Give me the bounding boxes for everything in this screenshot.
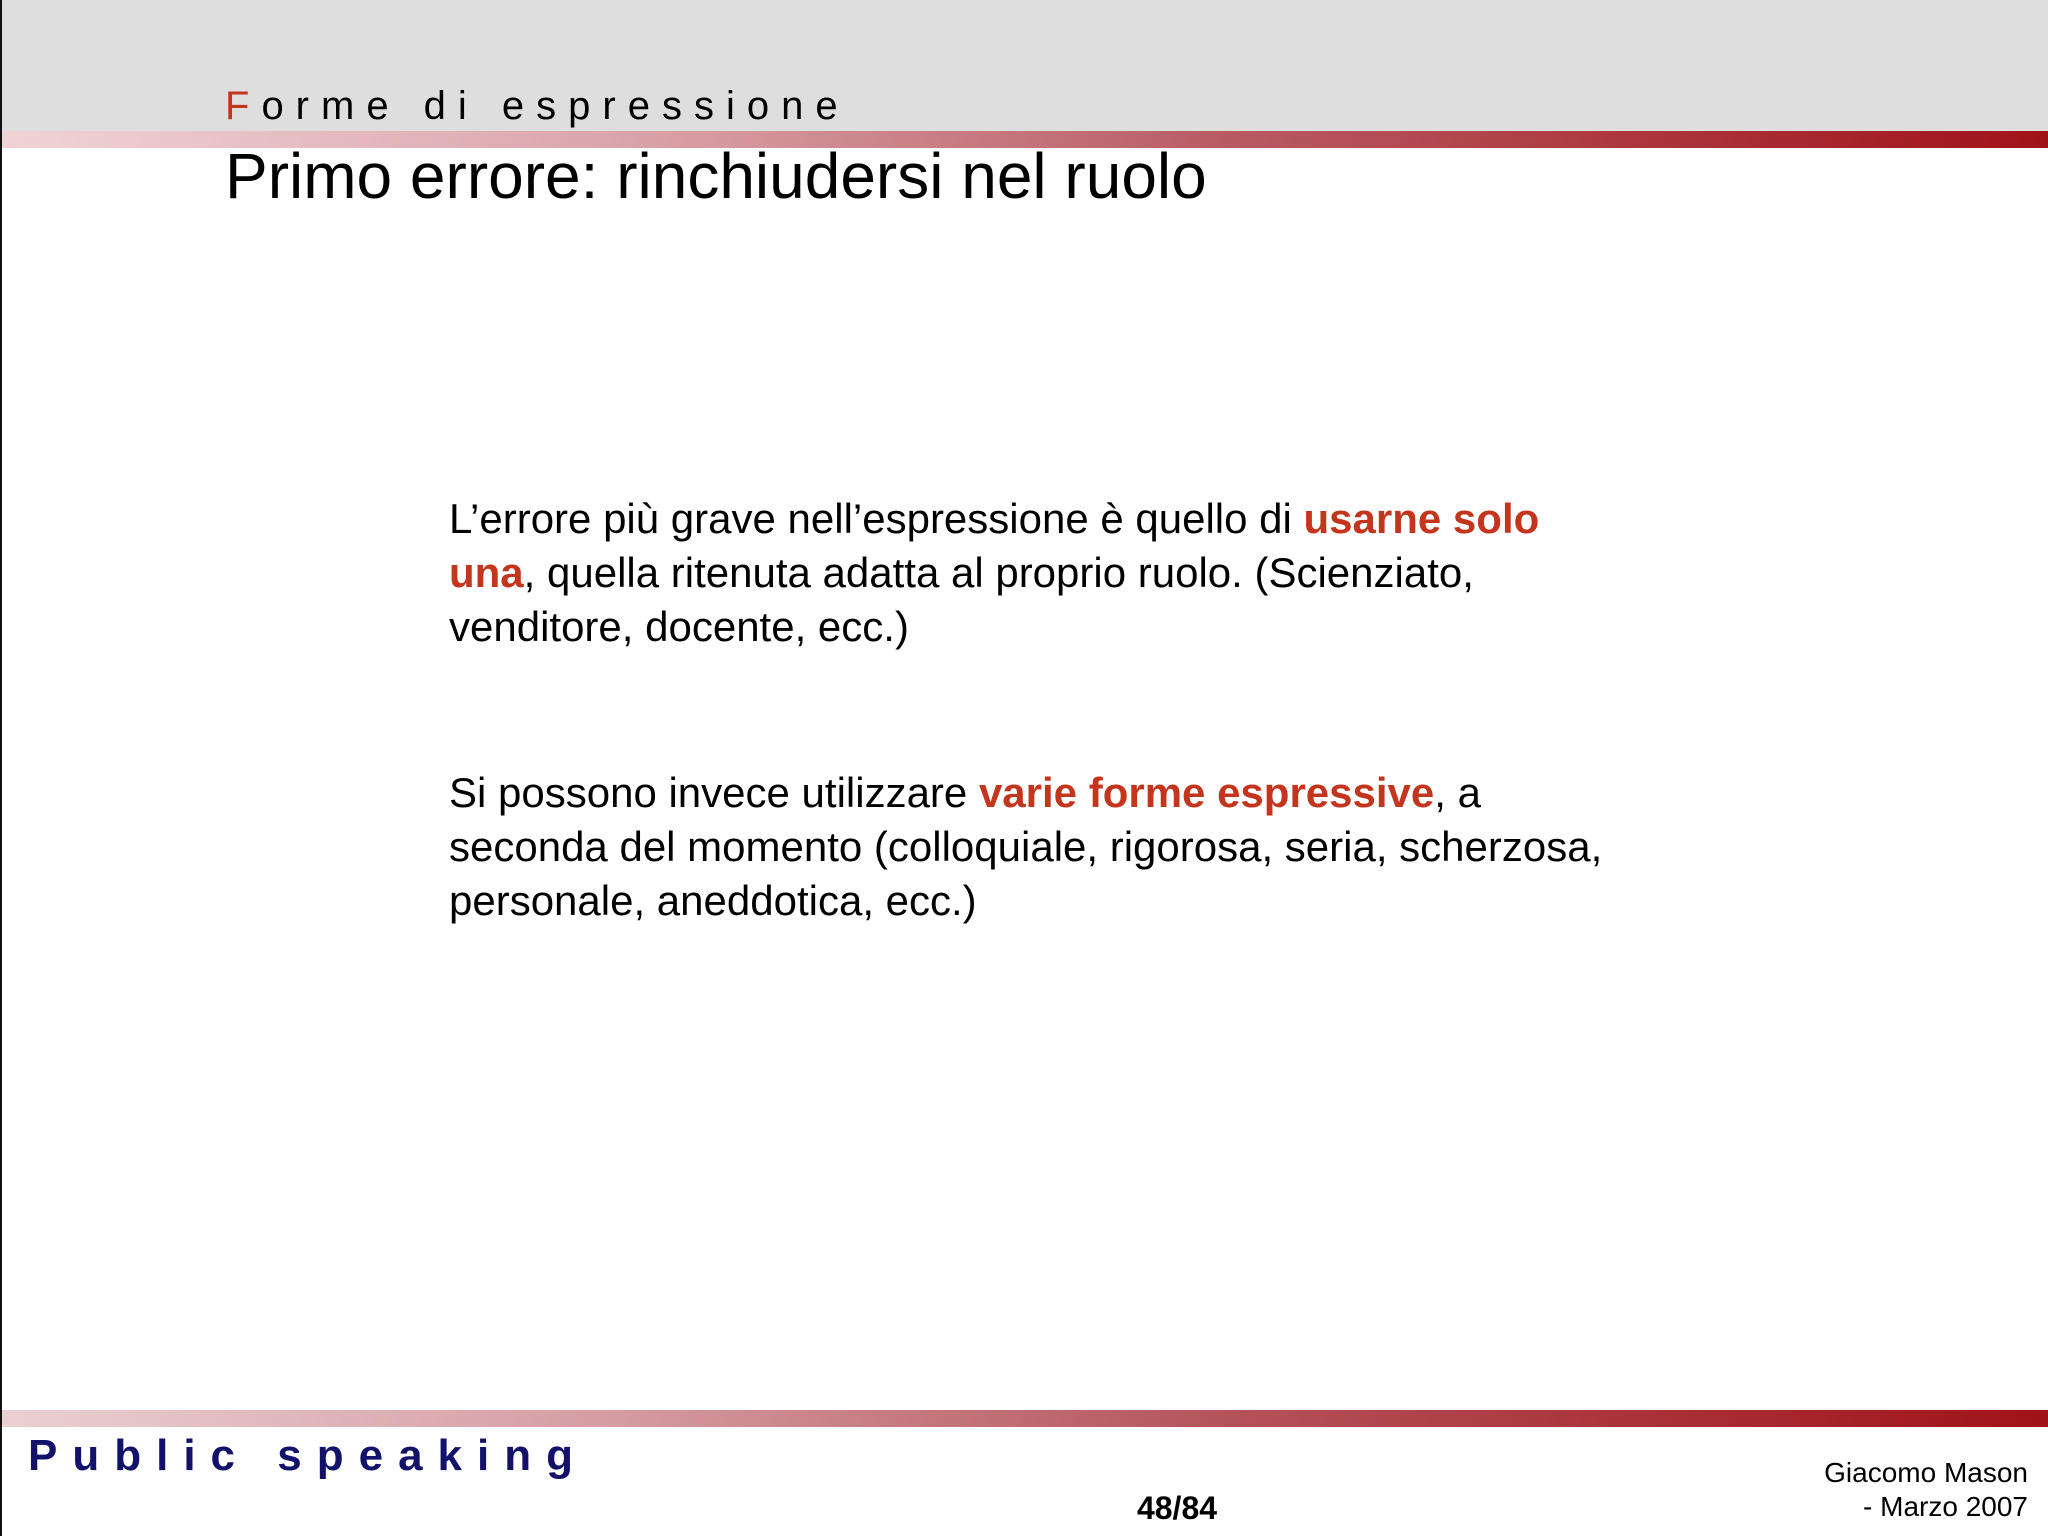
paragraph-2-text-end: , a seconda del momento (colloquiale, rigorosa, seria, scherzosa, personale, aneddotica, ecc.) [449, 769, 1603, 924]
section-label-initial: F [225, 84, 262, 128]
paragraph-1-text-end: , quella ritenuta adatta al proprio ruolo. (Scienziato, venditore, docente, ecc.) [449, 549, 1474, 650]
bottom-gradient-band [2, 1410, 2048, 1427]
paragraph-various-forms [449, 766, 1629, 928]
page-number: 48/84 [1136, 1490, 1218, 1526]
section-label [225, 82, 850, 130]
section-label-rest: orme di espressione [261, 84, 850, 128]
author-block [1824, 1456, 2028, 1524]
paragraph-1-highlight: usarne solo una [449, 495, 1540, 596]
slide-title: Primo errore: rinchiudersi nel ruolo [225, 140, 1207, 212]
paragraph-2-text-start: Si possono invece utilizzare [449, 769, 979, 816]
paragraph-2-highlight: varie forme espressive [978, 769, 1435, 816]
paragraph-single-role [449, 492, 1629, 654]
author-name: Giacomo Mason [1824, 1457, 2028, 1488]
author-date: - Marzo 2007 [1863, 1491, 2028, 1522]
footer-brand: Public speaking [28, 1431, 588, 1480]
paragraph-1-text-start: L’errore più grave nell’espressione è quello di [449, 495, 1304, 542]
